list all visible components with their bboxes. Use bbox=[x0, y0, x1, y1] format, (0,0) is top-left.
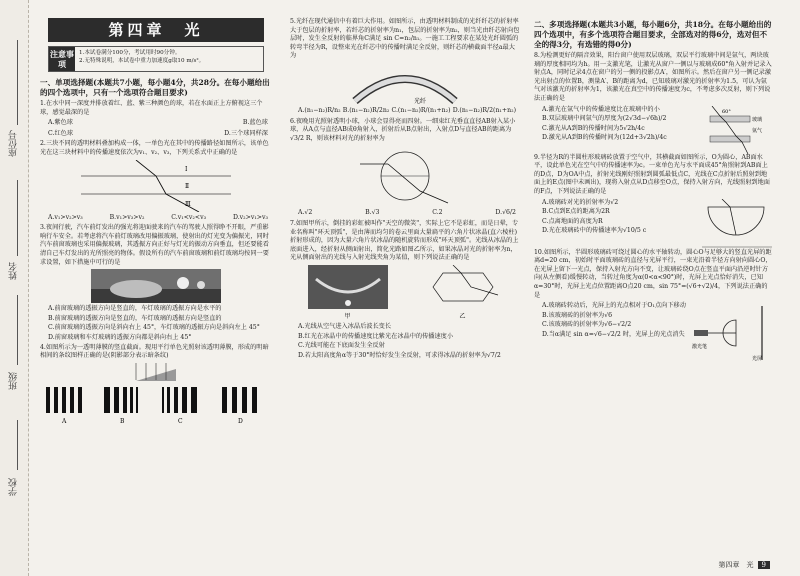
q2-stem: 2.三块不同的透明材料叠加构成一体，一单色光在其中的传播路径如图所示，该单色光在这三块材料中的传播速度依次为v₁、v₂、v₃，下列关系式中正确的是 bbox=[40, 140, 269, 156]
column-3 bbox=[534, 18, 772, 362]
q10-option-d: D.当α满足 sin α=√6−√2/2 时，光屏上的光点消失 bbox=[542, 330, 685, 338]
notice-body bbox=[75, 47, 208, 71]
q3-option-b: B.前窗玻璃的透振方向是竖直的，车灯玻璃的透振方向是竖直的 bbox=[48, 314, 222, 322]
q7-label-yi: 乙 bbox=[459, 312, 466, 320]
q10-stem: 10.如图所示，半圆形玻璃砖可绕过圆心的水平轴转动，圆心O与足够大的竖直光屏的距离d=20 cm，初始时平面玻璃砖的直径与光屏平行，一束光沿着半径方向射向圆心O，在光屏上留下一光点，保持入射光方向不变，让玻璃砖绕O点在竖直平面内沿逆时针方向(从左侧看)缓慢转动，当转过角度为α(0<α<90°)时，光屏上光点恰好消失，已知α=30°时，光屏上光点位置距离O点20 cm，sin 75°=(√6+√2)/4，下列说法正确的是 bbox=[534, 248, 772, 299]
q9-option-b: B.C点到E点的距离为2R bbox=[542, 208, 610, 216]
q2-option-b: B.v₁>v₃>v₂ bbox=[109, 213, 145, 221]
q5-stem: 5.光纤在现代通信中有着巨大作用。如图所示，由透明材料制成的光纤纤芯的折射率大于包层的折射率，若纤芯的折射率为n₁，包层的折射率为n₂，则当光由纤芯射向包层时，发生全反射的临界角C满足 sin C=n₂/n₁。一施工工程要求在某处光纤圆弧的转弯半径为R，设整束光在纤芯中的传播时满足全反射，则纤芯的横截面半径a最大为 bbox=[290, 18, 520, 60]
q9-content bbox=[534, 199, 772, 249]
q9-options bbox=[534, 199, 702, 249]
q8-stem: 8.为检测更好的隔音效果，阳台窗户使用双层玻璃，双层平行玻璃中间是氩气，两块玻璃的厚度相同均为h。用一支激光笔，让激光从窗户一侧以与玻璃成60°角入射并记录入射点A，同时记录4点在窗户的另一侧的投影点A′，如图所示。然后在窗户另一侧记录激光出射点的位置B，测量A′、B的距离为d，已知玻璃对激光的折射率为1.5，可认为氩气对该激光的折射率为1，该激光在真空中的传播速度为c，不考虑多次反射，则下列说法正确的是 bbox=[534, 52, 772, 102]
q2-label-1: Ⅰ bbox=[185, 165, 188, 173]
q8-option-c: C.激光从A到B的传播时间为5√2h/4c bbox=[542, 124, 645, 132]
q8-glass-figure bbox=[702, 106, 772, 154]
q10-options bbox=[534, 302, 692, 362]
school-label: 学校 bbox=[9, 478, 19, 496]
q10-option-a: A.玻璃砖转动后，光屏上的光点相对于O₁点向下移动 bbox=[542, 302, 686, 310]
q8-content bbox=[534, 106, 772, 154]
notice-line-1: 1.本试卷满分100分，考试用时90分钟。 bbox=[79, 50, 181, 56]
q3-option-d: D.前窗玻璃和车灯玻璃的透振方向都是斜向右上 45° bbox=[48, 333, 192, 341]
q4-pattern-c bbox=[162, 387, 197, 413]
q4-film-figure bbox=[116, 363, 196, 383]
q2-label-3: Ⅲ bbox=[185, 200, 191, 208]
school-line bbox=[17, 420, 18, 470]
q7-option-c: C.光线可能在下底面发生全反射 bbox=[298, 342, 385, 350]
q8-option-d: D.激光从A到B的传播时间为(12d+3√2h)/4c bbox=[542, 134, 667, 142]
q1-option-c: C.红色球 bbox=[48, 129, 74, 137]
q2-option-c: C.v₁<v₂<v₃ bbox=[171, 213, 207, 221]
column-1 bbox=[40, 18, 272, 428]
q1-option-d: D.三个球同样深 bbox=[224, 129, 268, 137]
q6-option-c: C.2 bbox=[432, 209, 443, 217]
q3-option-a: A.前窗玻璃的透振方向是竖直的，车灯玻璃的透振方向是水平的 bbox=[48, 305, 222, 313]
q9-option-d: D.光在玻璃砖中的传播速率为√10/5 c bbox=[542, 227, 647, 235]
q4-pattern-options bbox=[40, 385, 272, 425]
q7-figures bbox=[290, 265, 520, 321]
q8-gas-label: 氩气 bbox=[752, 127, 763, 134]
name-line bbox=[17, 180, 18, 256]
q2-options-row bbox=[48, 214, 268, 223]
q1-options-row2 bbox=[48, 130, 268, 139]
q2-label-2: Ⅱ bbox=[185, 182, 190, 190]
notice-line-2: 2.无特殊说明，本试卷中重力加速度g取10 m/s²。 bbox=[79, 58, 205, 64]
q7-option-a: A.光线从空气进入冰晶后波长变长 bbox=[298, 323, 392, 331]
q8-glass-label: 玻璃 bbox=[752, 116, 763, 123]
q1-option-a: A.紫色球 bbox=[48, 119, 73, 127]
q1-option-b: B.蓝色球 bbox=[242, 119, 268, 127]
q9-semicircle-figure bbox=[702, 199, 772, 249]
q5-fiber-label: 光纤 bbox=[414, 97, 427, 105]
page-number: 9 bbox=[758, 561, 770, 569]
footer-chapter: 第四章 光 bbox=[718, 561, 754, 569]
q7-option-d: D.若太阳高度角α等于30°时恰好发生全反射，可求得冰晶的折射率为√7/2 bbox=[298, 351, 501, 359]
notice-tag: 注意事项 bbox=[50, 49, 74, 69]
q3-option-c: C.前窗玻璃的透振方向是斜向右上 45°，车灯玻璃的透振方向是斜向左上 45° bbox=[48, 324, 260, 332]
q8-options bbox=[534, 106, 702, 154]
q4-stem: 4.如图所示为一透明薄膜的竖直截面。现用平行单色光照射该透明薄膜，形成的明暗相间的条纹图样正确的是(阴影部分表示暗条纹) bbox=[40, 343, 269, 360]
q7-crystal-figure bbox=[423, 265, 503, 309]
q8-option-a: A.激光在氩气中的传播速度比在玻璃中的小 bbox=[542, 105, 660, 113]
q6-option-b: B.√3 bbox=[365, 209, 380, 217]
q4-label-d: D bbox=[238, 417, 243, 425]
q7-sky-photo bbox=[308, 265, 388, 309]
q8-option-b: B.双层玻璃中间氩气的厚度为(2√3d−√6h)/2 bbox=[542, 115, 667, 123]
column-2 bbox=[290, 18, 520, 361]
q9-stem: 9.半径为R的半圆柱形玻璃砖放置于空气中，其横截面如图所示，O为圆心，AB面水平，设此单色光在空气中的传播速率为c。一束单色光与水平面成45°角照射到AB面上的D点，D为OA中点，折射光线刚好照射到圆弧最低点C，光线在C点折射后照射到地面上的E点(图中未画出)，现将入射点从D点移至O点，保持入射方向，光线照射到地面的F点，下列说法正确的是 bbox=[534, 153, 770, 195]
seat-line bbox=[17, 40, 18, 125]
q9-option-a: A.玻璃砖对光的折射率为√2 bbox=[542, 198, 619, 206]
section-2-title: 二、多项选择题(本题共3小题，每小题6分，共18分。在每小题给出的四个选项中，有多个选项符合题目要求，全部选对的得6分，选对但不全的得3分，有选错的得0分) bbox=[534, 20, 772, 49]
q6-option-a: A.√2 bbox=[298, 209, 313, 217]
q7-figure-yi bbox=[423, 265, 503, 321]
q8-angle-label: 60° bbox=[722, 108, 731, 115]
q7-option-b: B.红光在冰晶中的传播速度比紫光在冰晶中的传播速度小 bbox=[298, 332, 454, 340]
q4-label-a: A bbox=[62, 417, 67, 425]
q10-option-c: C.该玻璃砖的折射率为√6−√2/2 bbox=[542, 321, 632, 329]
q10-content bbox=[534, 302, 772, 362]
q7-label-jia: 甲 bbox=[344, 312, 351, 320]
q6-sphere-figure bbox=[360, 145, 450, 207]
q4-label-b: B bbox=[120, 417, 125, 425]
q5-options-row bbox=[298, 107, 516, 116]
class-line bbox=[17, 295, 18, 365]
q4-pattern-a bbox=[46, 387, 82, 413]
q5-fiber-figure bbox=[350, 63, 460, 105]
q3-car-photo bbox=[91, 269, 221, 303]
seat-label: 座位号 bbox=[9, 130, 19, 157]
q4-label-c: C bbox=[178, 417, 183, 425]
q5-option-c: C.(n₁−n₂)R/(n₁+n₂) bbox=[391, 106, 451, 114]
q3-stem: 3.夜间行驶，汽车前灯发出的强光将迎面驶来的汽车的驾驶人照得睁不开眼，严重影响行车安全。若考虑将汽车前灯玻璃改用偏振玻璃，使射出的灯光变为偏振光，同时汽车前窗玻璃也采用偏振玻璃，其透振方向正好与灯光的振动方向垂直，但还要能看清自己车灯发出的光所照亮的物体。假设所有的汽车前窗玻璃和前灯玻璃均按同一要求设置，如下措施中可行的是 bbox=[40, 224, 269, 266]
q2-option-d: D.v₂>v₁>v₃ bbox=[232, 213, 268, 221]
binding-margin bbox=[0, 0, 29, 576]
q1-stem: 1.在水中同一深度并排放着红、蓝、紫三种颜色的球，若在水面正上方俯视这三个球，感觉最深的是 bbox=[40, 100, 263, 116]
chapter-title: 第四章 光 bbox=[48, 18, 264, 42]
notice-box bbox=[48, 46, 264, 72]
class-label: 班级 bbox=[9, 372, 19, 390]
section-1-title: 一、单项选择题(本题共7小题，每小题4分，共28分。在每小题给出的四个选项中，只有一个选项符合题目要求) bbox=[40, 78, 270, 97]
q6-stem: 6.夜晚用光照射透明小球，小球会显得亮而四射。一细束红光垂直直径AB射入某小球，从A点与直径AB成θ角射入，折射后从B点射出，入射点D与直径AB的距离为√3/2 R，则该材料对光的折射率为 bbox=[290, 117, 516, 142]
q5-option-d: D.(n₁−n₂)R/2(n₁+n₂) bbox=[452, 106, 516, 114]
q5-option-a: A.(n₁−n₂)R/n₂ bbox=[298, 106, 341, 114]
q10-setup-figure bbox=[692, 302, 772, 362]
q10-screen-label: 光屏 bbox=[752, 356, 763, 363]
q10-option-b: B.该玻璃砖的折射率为√6 bbox=[542, 311, 613, 319]
q4-pattern-d bbox=[222, 387, 257, 413]
q7-figure-jia bbox=[308, 265, 388, 321]
q5-option-b: B.(n₁−n₂)R/2n₂ bbox=[342, 106, 390, 114]
q1-options-row1 bbox=[48, 119, 268, 128]
q7-stem: 7.如图甲所示，倒挂的彩虹被叫作"天空的微笑"，实际上它不是彩虹，而是日晕，专业名称叫"环天顶弧"，是由薄而均匀的卷云里面大量扁平的六角片状冰晶(直六棱柱)折射形成的，因为大量六角片状冰晶的随机旋转而形成"环天顶弧"。光线从冰晶的上底面进入，经折射从侧面射出，简化光路如图乙所示，如果冰晶对光的折射率为n，光从侧面射出的光线与入射光线夹角为某值，则下列说法正确的是 bbox=[290, 219, 519, 262]
page-footer bbox=[719, 560, 770, 570]
name-label: 姓名 bbox=[9, 262, 19, 280]
q4-pattern-b bbox=[104, 387, 138, 413]
q6-option-d: D.√6/2 bbox=[495, 209, 516, 217]
q2-option-a: A.v₁>v₂>v₃ bbox=[48, 213, 83, 221]
q9-option-c: C.点离地面的高度为R bbox=[542, 217, 603, 225]
q10-laser-label: 激光笔 bbox=[692, 344, 708, 351]
q2-figure bbox=[81, 160, 231, 212]
q6-options-row bbox=[298, 209, 516, 218]
